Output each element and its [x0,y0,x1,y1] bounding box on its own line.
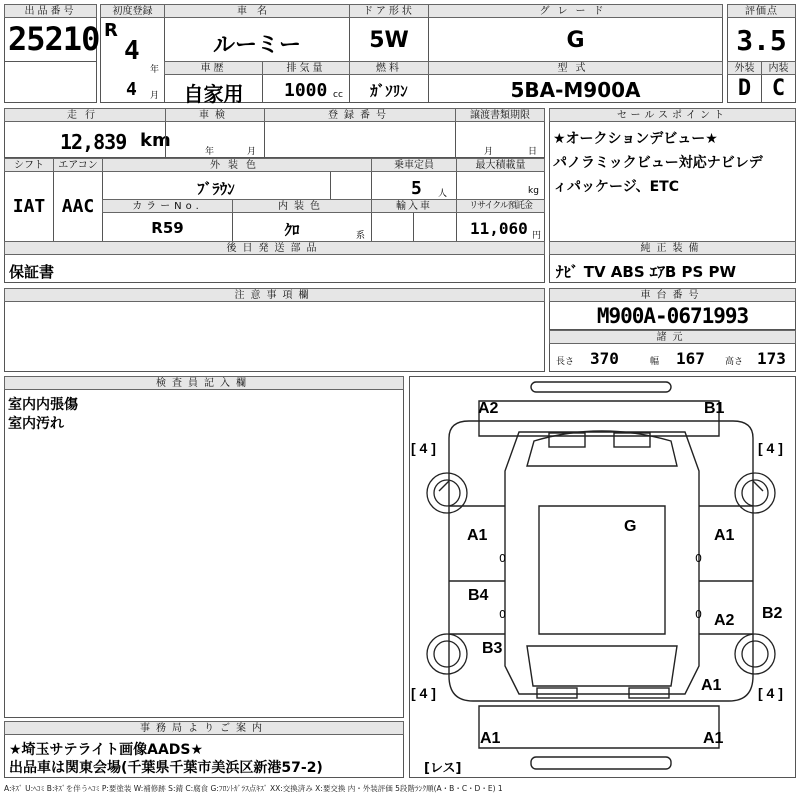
load-unit: kg [528,186,539,196]
fuel-label: 燃料 [349,61,429,75]
damage-mark: A2 [714,612,735,629]
ext-grade: D [737,76,752,101]
equipment: ﾅﾋﾞ TV ABS ｴｱB PS PW [556,263,737,281]
fuel: ｶﾞｿﾘﾝ [370,82,408,100]
damage-mark: A1 [714,527,735,544]
int-color-label: 内装色 [232,199,372,213]
car-diagram [409,376,796,778]
small-mark: 0 [499,608,506,621]
spare-tire-mark: [レス] [424,761,462,776]
ac-label: エアコン [53,158,103,172]
length-label: 長さ [556,357,575,367]
reg-month-unit: 月 [150,91,160,101]
damage-mark: G [624,518,637,535]
chassis-label: 車台番号 [549,288,796,302]
int-label: 内装 [761,61,796,75]
mileage-label: 走行 [4,108,166,122]
era: R [104,20,118,41]
later-parts-label: 後日発送部品 [4,241,545,255]
length: 370 [590,349,619,368]
damage-mark: B2 [762,605,783,622]
damage-mark: B1 [704,400,725,417]
shift-label: シフト [4,158,54,172]
damage-mark: B3 [482,640,503,657]
width: 167 [676,349,705,368]
sales-point-label: セールスポイント [549,108,796,122]
history-label: 車歴 [164,61,263,75]
first-reg-label: 初度登録 [100,4,165,18]
tire-front-left: [ 4 ] [411,440,436,456]
model-label: 型式 [428,61,723,75]
lot-blank-cell [4,61,97,103]
equipment-label: 純正装備 [549,241,796,255]
damage-mark: A1 [703,730,724,747]
displacement-unit: cc [333,90,343,100]
small-mark: 0 [499,552,506,565]
displacement: 1000 [284,80,328,101]
reg-year: 4 [124,36,140,66]
int-color: ｸﾛ [284,221,300,239]
capacity-unit: 人 [438,189,448,199]
score: 3.5 [736,24,787,57]
lot-label: 出品番号 [4,4,97,18]
load-label: 最大積載量 [456,158,545,172]
sales-point-line-1: ★オークションデビュー★ [553,131,718,147]
reg-number-label: 登録番号 [264,108,456,122]
car-name: ルーミー [212,33,301,58]
inspector-label: 検査員記入欄 [4,376,404,390]
capacity: 5 [411,178,422,199]
legend: A:ｷｽﾞ U:ﾍｺﾐ B:ｷｽﾞを伴うﾍｺﾐ P:要塗装 W:補修跡 S:錆 C:腐食 G:ﾌﾛﾝﾄｶﾞﾗｽ点ｷｽﾞ XX:交換済み X:要交換 内・外装評価 5段階ﾗﾝｸ順(A・B・C・D・E) 1 [4,784,503,793]
tire-front-right: [ 4 ] [758,440,783,456]
ac: AAC [61,196,95,217]
mileage-unit: km [140,130,171,151]
inspection-month-unit: 月 [247,147,257,157]
inspection-label: 車検 [165,108,265,122]
width-label: 幅 [650,357,660,367]
damage-mark: A1 [701,677,722,694]
transfer-month-unit: 月 [484,147,494,157]
inspection-year-unit: 年 [205,147,215,157]
ext-color-divider [330,172,372,200]
damage-mark: A1 [480,730,501,747]
import-label: 輸入車 [371,199,457,213]
damage-mark: B4 [468,587,489,604]
score-label: 評価点 [727,4,796,18]
import-divider [413,213,457,242]
grade: G [566,28,585,53]
inspector-line-1: 室内内張傷 [8,397,78,413]
dims-label: 諸元 [549,330,796,344]
office-line-1: ★埼玉サテライト画像AADS★ [9,742,204,758]
door-type: 5W [369,28,409,53]
grade-label: グレード [428,4,723,18]
history: 自家用 [183,82,244,106]
reg-month: 4 [126,79,137,100]
shift: IAT [12,196,46,217]
car-name-label: 車名 [164,4,350,18]
displacement-label: 排気量 [262,61,350,75]
height: 173 [757,349,786,368]
chassis-number: M900A-0671993 [596,304,749,328]
mileage: 12,839 [60,130,127,154]
recycle: 11,060 [470,219,528,238]
later-parts: 保証書 [9,263,55,281]
tire-rear-right: [ 4 ] [758,685,783,701]
inspector-cell [4,376,404,718]
office-line-2: 出品車は関東会場(千葉県千葉市美浜区新港57-2) [9,760,323,776]
notes-label: 注意事項欄 [4,288,545,302]
int-color-unit: 系 [356,231,366,241]
ext-label: 外装 [727,61,762,75]
color-no: R59 [151,219,184,237]
damage-mark: A2 [478,400,499,417]
color-no-label: カラーNo. [102,199,233,213]
model: 5BA-M900A [510,78,641,102]
door-label: ドア形状 [349,4,429,18]
ext-color: ﾌﾞﾗｳﾝ [197,180,235,198]
recycle-label: リサイクル預託金 [456,199,545,213]
recycle-unit: 円 [532,231,542,241]
height-label: 高さ [725,357,744,367]
inspector-line-2: 室内汚れ [8,416,64,432]
sales-point-line-3: ィパッケージ、ETC [553,179,679,195]
office-label: 事務局よりご案内 [4,721,404,735]
tire-rear-left: [ 4 ] [411,685,436,701]
small-mark: 0 [695,608,702,621]
ext-color-label: 外装色 [102,158,372,172]
damage-mark: A1 [467,527,488,544]
small-mark: 0 [695,552,702,565]
capacity-label: 乗車定員 [371,158,457,172]
sales-point-line-2: パノラミックビュー対応ナビレデ [553,155,763,171]
transfer-label: 譲渡書類期限 [455,108,545,122]
reg-year-unit: 年 [150,65,160,75]
transfer-day-unit: 日 [528,147,538,157]
lot-number: 25210 [8,20,100,58]
int-grade: C [771,76,786,101]
